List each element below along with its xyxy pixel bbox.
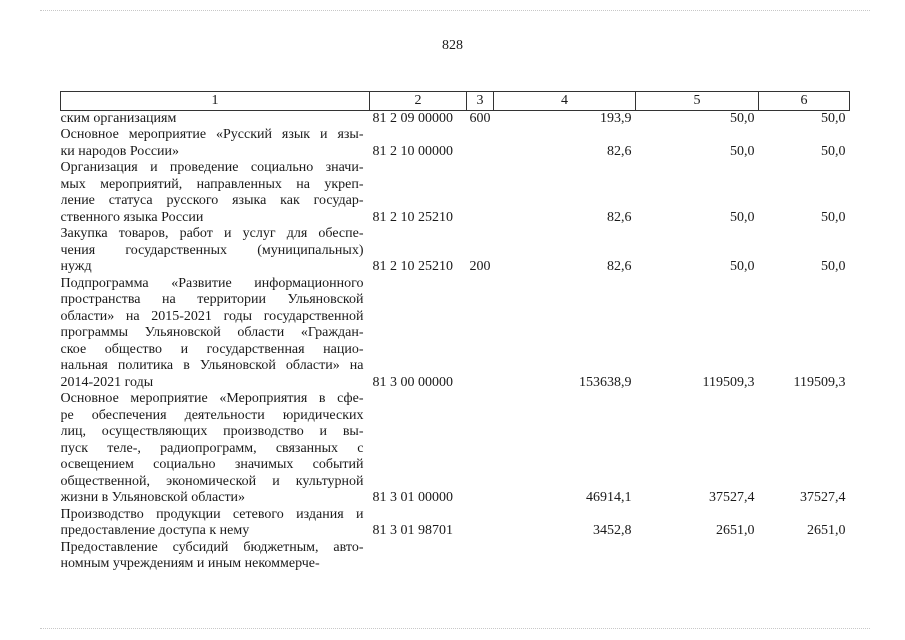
row-description bbox=[61, 110, 370, 127]
row-description bbox=[61, 127, 370, 160]
target-article-code: 81 2 10 00000 bbox=[372, 143, 453, 159]
description-line: освещением социально значимых событий bbox=[60, 457, 364, 472]
expense-type-code bbox=[467, 160, 494, 226]
scan-edge-bottom bbox=[40, 628, 870, 630]
target-article-code: 81 2 10 25210 bbox=[372, 209, 453, 225]
description-line: предоставление доступа к нему bbox=[60, 523, 250, 538]
column-header: 1 bbox=[61, 92, 370, 111]
table-row bbox=[61, 540, 850, 573]
amount-col-4: 82,6 bbox=[607, 259, 632, 274]
table-row bbox=[61, 110, 850, 127]
page-number: 828 bbox=[442, 38, 463, 53]
amount-col-6: 50,0 bbox=[821, 209, 846, 225]
description-line: нальная политика в Ульяновской области» на bbox=[60, 358, 364, 373]
amount-col-4: 153638,9 bbox=[579, 374, 632, 390]
expense-type-code: 600 bbox=[469, 110, 491, 126]
description-line: ление статуса русского языка как государ- bbox=[60, 193, 364, 208]
target-article-code: 81 3 01 98701 bbox=[372, 523, 453, 538]
description-line: пуск теле-, радиопрограмм, связанных с bbox=[60, 440, 364, 456]
column-header: 4 bbox=[494, 92, 636, 111]
target-article-code: 81 2 10 25210 bbox=[372, 259, 453, 274]
budget-table bbox=[60, 91, 850, 573]
description-line: мых мероприятий, направленных на укреп- bbox=[60, 176, 364, 192]
amount-col-4: 82,6 bbox=[607, 209, 632, 225]
amount-col-5: 50,0 bbox=[730, 259, 755, 274]
description-line: Предоставление субсидий бюджетным, авто- bbox=[60, 539, 364, 555]
amount-col-4: 82,6 bbox=[607, 143, 632, 159]
expense-type-code bbox=[467, 540, 494, 573]
expense-type-code bbox=[467, 507, 494, 540]
amount-col-5: 50,0 bbox=[730, 209, 755, 225]
amount-col-6: 37527,4 bbox=[800, 490, 846, 505]
amount-col-5: 119509,3 bbox=[702, 374, 755, 390]
description-line: пространства на территории Ульяновской bbox=[60, 292, 364, 307]
description-line: чения государственных (муниципальных) bbox=[60, 242, 364, 258]
amount-col-4: 46914,1 bbox=[586, 490, 632, 505]
amount-col-6: 2651,0 bbox=[807, 523, 846, 538]
amount-col-5: 50,0 bbox=[730, 143, 755, 159]
target-article-code: 81 3 00 00000 bbox=[372, 374, 453, 390]
description-line: программы Ульяновской области «Граждан- bbox=[60, 325, 364, 340]
column-header: 6 bbox=[759, 92, 850, 111]
description-line: лиц, осуществляющих производство и вы- bbox=[60, 424, 364, 439]
row-description bbox=[61, 540, 370, 573]
amount-col-5: 2651,0 bbox=[716, 523, 755, 538]
expense-type-code bbox=[467, 276, 494, 392]
table-header-row bbox=[61, 92, 850, 111]
amount-col-4: 3452,8 bbox=[593, 523, 632, 538]
target-article-code: 81 2 09 00000 bbox=[372, 110, 453, 126]
amount-col-4: 193,9 bbox=[600, 110, 632, 126]
expense-type-code bbox=[467, 391, 494, 507]
table-row bbox=[61, 160, 850, 226]
row-description bbox=[61, 160, 370, 226]
description-line: области» на 2015-2021 годы государственной bbox=[60, 308, 364, 324]
expense-type-code bbox=[467, 127, 494, 160]
table-row bbox=[61, 127, 850, 160]
amount-col-6: 119509,3 bbox=[793, 374, 846, 390]
table-row bbox=[61, 276, 850, 392]
description-line: нужд bbox=[60, 259, 92, 274]
amount-col-6: 50,0 bbox=[821, 143, 846, 159]
description-line: ре обеспечения деятельности юридических bbox=[60, 407, 364, 423]
description-line: 2014-2021 годы bbox=[60, 374, 154, 390]
row-description bbox=[61, 226, 370, 276]
column-header: 2 bbox=[370, 92, 467, 111]
amount-col-6: 50,0 bbox=[821, 110, 846, 126]
description-line: Основное мероприятие «Русский язык и язы- bbox=[60, 127, 364, 142]
amount-col-6: 50,0 bbox=[821, 259, 846, 274]
target-article-code: 81 3 01 00000 bbox=[372, 490, 453, 505]
column-header: 5 bbox=[636, 92, 759, 111]
amount-col-6 bbox=[759, 540, 850, 573]
amount-col-5: 37527,4 bbox=[709, 490, 755, 505]
description-line: ки народов России» bbox=[60, 143, 180, 159]
target-article-code bbox=[370, 540, 467, 573]
amount-col-5 bbox=[636, 540, 759, 573]
description-line: Производство продукции сетевого издания и bbox=[60, 506, 364, 522]
amount-col-4 bbox=[494, 540, 636, 573]
amount-col-5: 50,0 bbox=[730, 110, 755, 126]
row-description bbox=[61, 391, 370, 507]
scan-edge-top bbox=[40, 10, 870, 12]
description-line: Закупка товаров, работ и услуг для обеспе- bbox=[60, 226, 364, 241]
description-line: ским организациям bbox=[60, 110, 177, 126]
row-description bbox=[61, 276, 370, 392]
description-line: Подпрограмма «Развитие информационного bbox=[60, 275, 364, 291]
description-line: номным учреждениям и иным некоммерче- bbox=[60, 556, 320, 571]
description-line: ское общество и государственная нацио- bbox=[60, 341, 364, 357]
table-body bbox=[61, 110, 850, 573]
description-line: Основное мероприятие «Мероприятия в сфе- bbox=[60, 391, 364, 406]
description-line: ственного языка России bbox=[60, 209, 204, 225]
description-line: жизни в Ульяновской области» bbox=[60, 490, 246, 505]
description-line: общественной, экономической и культурной bbox=[60, 473, 364, 489]
description-line: Организация и проведение социально значи- bbox=[60, 160, 364, 175]
row-description bbox=[61, 507, 370, 540]
column-header: 3 bbox=[467, 92, 494, 111]
table-row bbox=[61, 226, 850, 276]
expense-type-code: 200 bbox=[469, 259, 491, 274]
table-row bbox=[61, 507, 850, 540]
table-row bbox=[61, 391, 850, 507]
